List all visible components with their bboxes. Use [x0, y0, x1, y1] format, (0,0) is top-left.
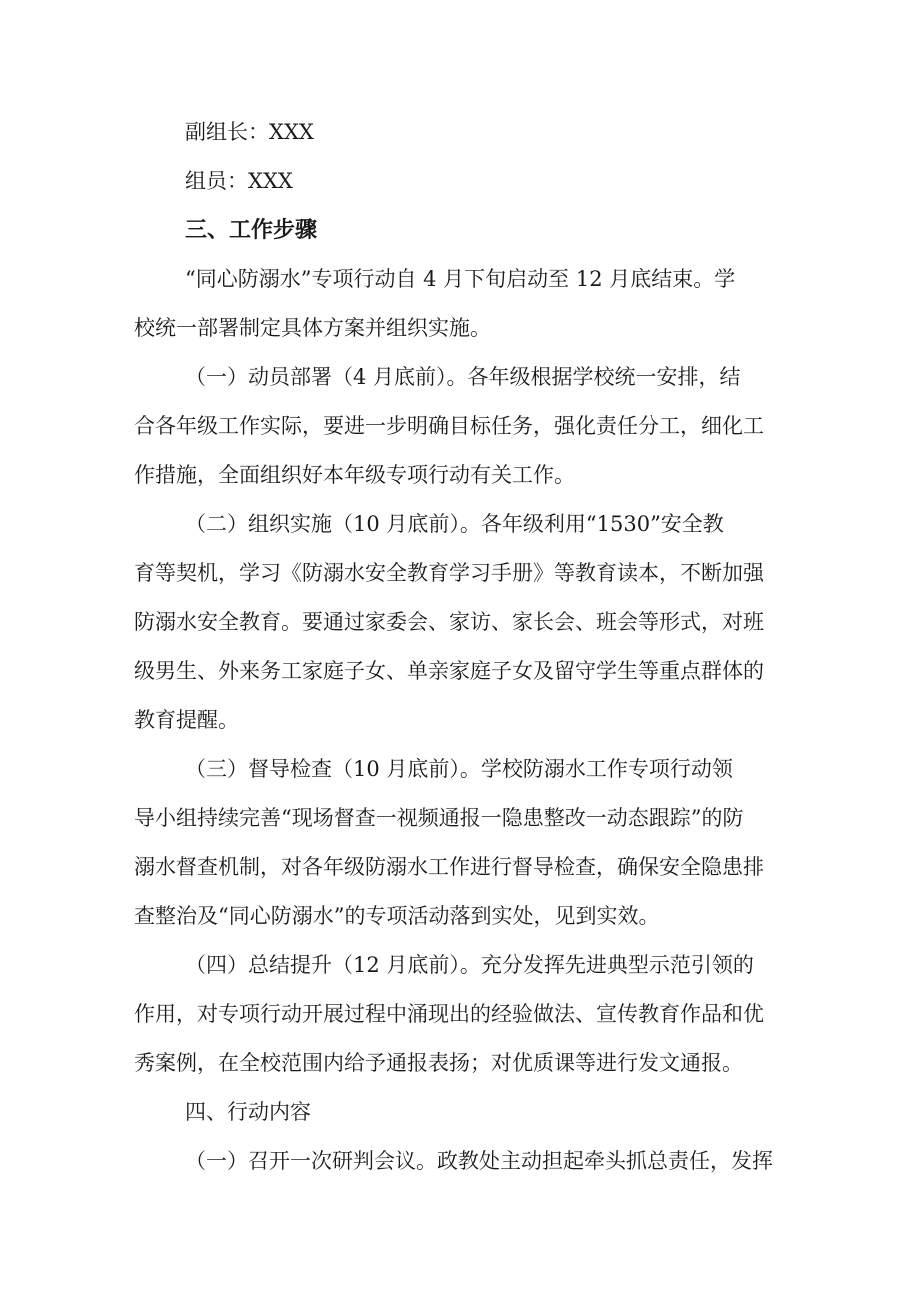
paragraph-line: 秀案例，在全校范围内给予通报表扬；对优质课等进行发文通报。: [134, 1051, 743, 1075]
paragraph-line: 防溺水安全教育。要通过家委会、家访、家长会、班会等形式，对班: [134, 610, 764, 634]
paragraph-line: 导小组持续完善“现场督查一视频通报一隐患整改一动态跟踪”的防: [134, 806, 744, 830]
paragraph-line: 作措施，全面组织好本年级专项行动有关工作。: [134, 463, 575, 487]
paragraph-line: （二）组织实施（10 月底前）。各年级利用“1530”安全教: [185, 512, 724, 536]
paragraph-line: 作用，对专项行动开展过程中涌现出的经验做法、宣传教育作品和优: [134, 1002, 764, 1026]
section4-heading: 四、行动内容: [185, 1100, 311, 1124]
paragraph-line: （四）总结提升（12 月底前）。充分发挥先进典型示范引领的: [185, 953, 754, 977]
section3-intro-paragraph: [134, 255, 794, 353]
paragraph-line: 校统一部署制定具体方案并组织实施。: [134, 316, 491, 340]
section3-heading: 三、工作步骤: [185, 218, 318, 243]
paragraph-line: 查整治及“同心防溺水”的专项活动落到实处，见到实效。: [134, 904, 660, 928]
step-inspection-paragraph: [134, 745, 794, 941]
members-line: 组员：XXX: [185, 169, 293, 193]
paragraph-line: （一）动员部署（4 月底前）。各年级根据学校统一安排，结: [185, 365, 741, 389]
paragraph-line: 合各年级工作实际，要进一步明确目标任务，强化责任分工，细化工: [134, 414, 764, 438]
paragraph-line: （三）督导检查（10 月底前）。学校防溺水工作专项行动领: [185, 757, 733, 781]
deputy-leader-line: 副组长：XXX: [185, 120, 314, 144]
step-summary-paragraph: [134, 941, 794, 1088]
paragraph-line: 育等契机，学习《防溺水安全教育学习手册》等教育读本，不断加强: [134, 561, 764, 585]
paragraph-line: 级男生、外来务工家庭子女、单亲家庭子女及留守学生等重点群体的: [134, 659, 764, 683]
document-body: [134, 108, 794, 1186]
paragraph-line: “同心防溺水”专项行动自 4 月下旬启动至 12 月底结束。学: [185, 267, 736, 291]
step-implementation-paragraph: [134, 500, 794, 745]
paragraph-line: 教育提醒。: [134, 708, 239, 732]
paragraph-line: 溺水督查机制，对各年级防溺水工作进行督导检查，确保安全隐患排: [134, 855, 764, 879]
step-mobilization-paragraph: [134, 353, 794, 500]
section4-first-line: （一）召开一次研判会议。政教处主动担起牵头抓总责任，发挥: [185, 1149, 773, 1173]
